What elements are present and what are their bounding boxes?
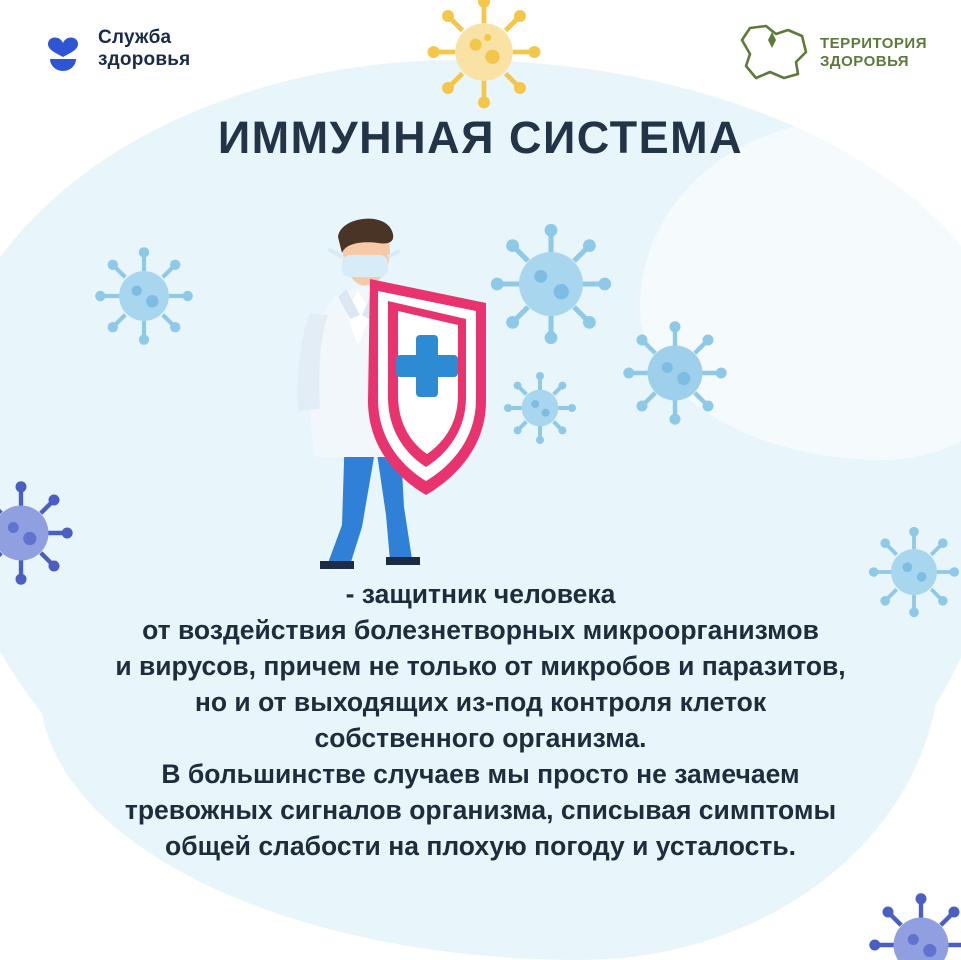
page-title: ИММУННАЯ СИСТЕМА: [217, 112, 744, 163]
virus-particle-icon: [866, 890, 961, 960]
body-line-1: - защитник человека: [345, 579, 616, 609]
body-line-2: от воздействия болезнетворных микроорганизмов: [142, 615, 819, 645]
doctor-head: [328, 219, 400, 286]
doctor-with-shield-illustration: [250, 195, 730, 585]
virus-particle-icon: [92, 244, 196, 348]
body-line-8: общей слабости на плохую погоду и усталость.: [165, 831, 796, 861]
virus-particle-icon: [424, 0, 544, 112]
brand-logo-left-text: [98, 27, 190, 71]
brand-right-line1: ТЕРРИТОРИЯ: [820, 35, 927, 52]
brand-left-line1: Служба: [98, 27, 172, 48]
brand-right-line2: ЗДОРОВЬЯ: [820, 53, 910, 70]
brand-logo-right-text: [820, 35, 927, 71]
brand-logo-right: [736, 22, 927, 84]
heart-smile-logo-icon: [40, 26, 86, 72]
body-line-3: и вирусов, причем не только от микробов и паразитов,: [115, 651, 846, 681]
brand-logo-left: [40, 26, 190, 72]
brand-left-line2: здоровья: [98, 49, 191, 70]
body-line-7: тревожных сигналов организма, списывая симптомы: [124, 795, 837, 825]
virus-particle-icon: [0, 478, 76, 588]
territory-map-icon: [736, 22, 810, 84]
body-line-6: В большинстве случаев мы просто не замечаем: [161, 759, 800, 789]
body-text: [20, 576, 941, 864]
body-line-5: собственного организма.: [314, 723, 647, 753]
body-line-4: но и от выходящих из-под контроля клеток: [194, 687, 767, 717]
